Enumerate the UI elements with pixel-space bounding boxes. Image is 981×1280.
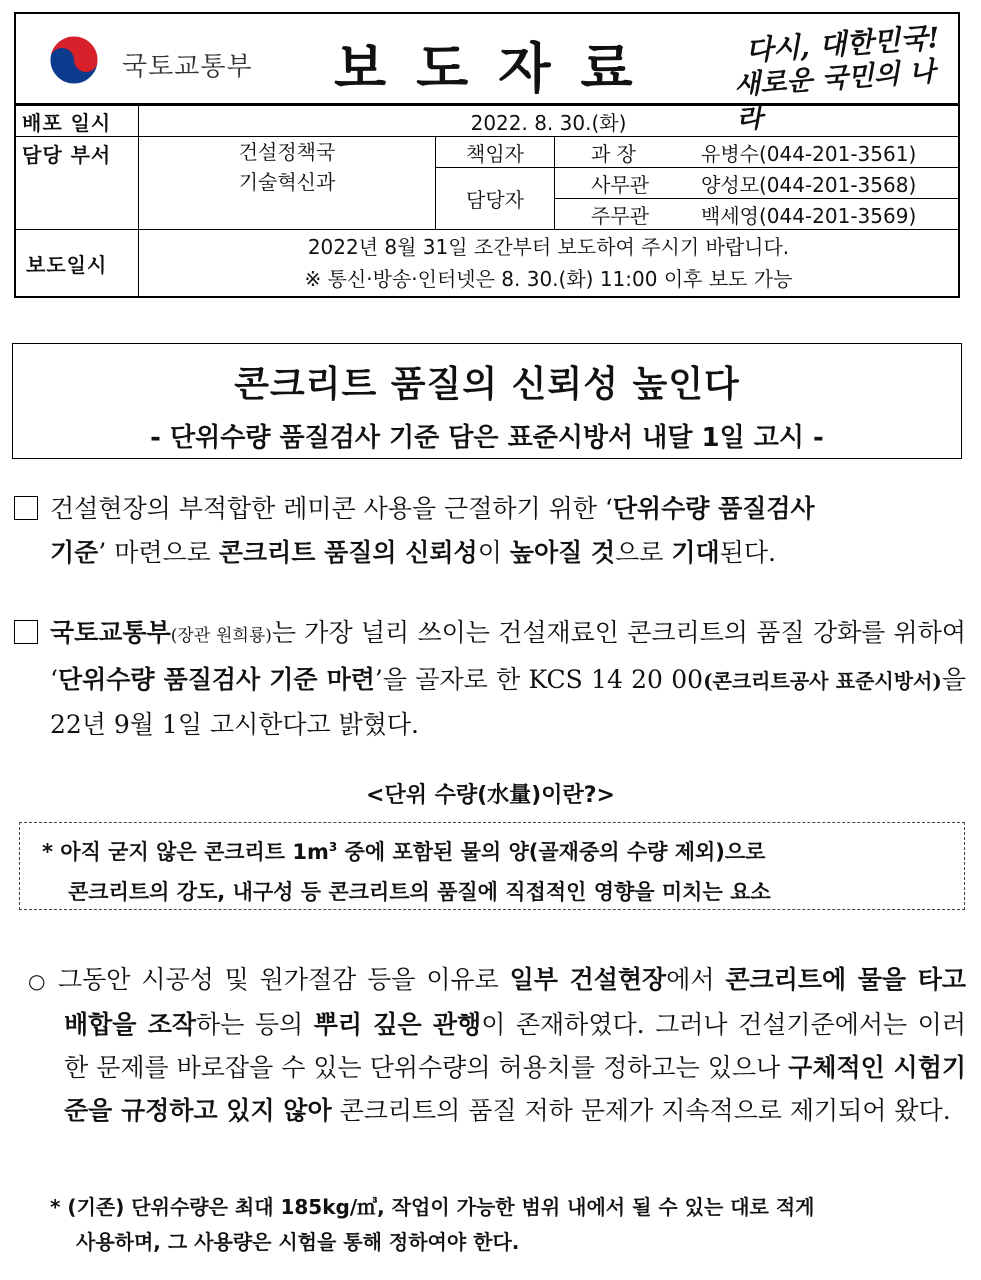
emphasis: 높아질 것 <box>509 538 616 567</box>
contact-row <box>555 168 960 199</box>
contact-position: 과 장 <box>591 141 636 166</box>
text: 이 존재하였다. 그러나 건설기준에서는 이러한 문제를 바로잡을 수 있는 단위수량의 허용치를 정하고는 있으나 <box>64 1010 966 1082</box>
text: 을 22년 9월 1일 고시한다고 밝혔다. <box>50 665 966 739</box>
text: 는 가장 널리 쓰이는 건설재료인 콘크리트의 품질 강화를 위하여 ‘ <box>50 618 966 694</box>
circle-bullet-icon: ○ <box>28 969 46 993</box>
embargo-line1: 2022년 8월 31일 조간부터 보도하여 주시기 바랍니다. <box>307 235 790 259</box>
release-info-table <box>14 104 960 298</box>
square-bullet-icon <box>14 620 38 644</box>
text: 에서 <box>666 965 726 994</box>
subheadline: - 단위수량 품질검사 기준 담은 표준시방서 내달 1일 고시 - <box>150 423 824 453</box>
embargo-line2: ※ 통신·방송·인터넷은 8. 30.(화) 11:00 이후 보도 가능 <box>304 267 793 291</box>
emphasis: 뿌리 깊은 관행 <box>313 1010 482 1039</box>
square-bullet-icon <box>14 496 38 520</box>
emphasis: 콘크리트 품질의 신뢰성 <box>218 538 478 567</box>
embargo-label: 보도일시 <box>15 230 139 298</box>
text: 하는 등의 <box>196 1010 314 1039</box>
contact-row <box>555 137 960 168</box>
contact-position: 사무관 <box>591 172 649 197</box>
ministry-name: 국토교통부 <box>122 52 253 82</box>
text: 된다. <box>719 538 776 567</box>
responsible-label: 책임자 <box>436 137 555 168</box>
emphasis: 기준 <box>50 538 99 567</box>
headline: 콘크리트 품질의 신뢰성 높인다 <box>234 364 740 405</box>
superscript: 3 <box>328 840 338 854</box>
emphasis: 일부 건설현장 <box>509 965 667 994</box>
slogan-line2: 새로운 국민의 나라 <box>733 56 937 136</box>
text: 이 <box>477 538 510 567</box>
definition-line1 <box>42 827 952 872</box>
contact-name: 유병수(044-201-3561) <box>701 141 917 166</box>
text: 중에 포함된 물의 양(골재중의 수량 제외)으로 <box>337 840 766 864</box>
text: * 아직 굳지 않은 콘크리트 1m <box>42 840 329 864</box>
department-line1: 건설정책국 <box>238 140 336 164</box>
paragraph-1 <box>14 487 966 575</box>
text: 으로 <box>615 538 672 567</box>
emphasis: (콘크리트공사 표준시방서) <box>703 669 942 693</box>
department-label: 담당 부서 <box>15 137 139 230</box>
definition-box <box>19 822 965 910</box>
slogan-line1: 다시, 대한민국! <box>744 20 941 68</box>
text: 건설현장의 부적합한 레미콘 사용을 근절하기 위한 ‘ <box>50 494 613 523</box>
text: ’ 마련으로 <box>98 538 219 567</box>
definition-title: <단위 수량(水量)이란?> <box>366 783 615 808</box>
embargo <box>139 230 960 298</box>
text: 그동안 시공성 및 원가절감 등을 이유로 <box>58 965 510 994</box>
release-date-label: 배포 일시 <box>15 105 139 137</box>
text: ’을 골자로 한 KCS 14 20 00 <box>374 665 704 694</box>
footnote <box>50 1190 962 1260</box>
contact-label: 담당자 <box>436 168 555 230</box>
emphasis: 기대 <box>671 538 720 567</box>
contact-name: 양성모(044-201-3568) <box>701 172 917 197</box>
headline-box <box>12 343 962 459</box>
contact-row <box>555 199 960 230</box>
emphasis: 단위수량 품질검사 기준 마련 <box>57 665 375 694</box>
contact-position: 주무관 <box>591 203 649 228</box>
text: 콘크리트의 품질 저하 문제가 지속적으로 제기되어 왔다. <box>331 1096 951 1125</box>
doc-type-title: 보도자료 <box>334 36 663 100</box>
definition-line2: 콘크리트의 강도, 내구성 등 콘크리트의 품질에 직접적인 영향을 미치는 요소 <box>68 880 771 904</box>
release-date: 2022. 8. 30.(화) <box>139 105 960 137</box>
department-line2: 기술혁신과 <box>238 170 336 194</box>
contact-name: 백세영(044-201-3569) <box>701 203 917 228</box>
footnote-line2: 사용하며, 그 사용량은 시험을 통해 정하여야 한다. <box>76 1230 520 1254</box>
government-logo-icon <box>42 32 106 88</box>
emphasis: 국토교통부 <box>50 618 171 647</box>
footnote-line1: * (기존) 단위수량은 최대 185kg/㎥, 작업이 가능한 범위 내에서 될 수 있는 대로 적게 <box>50 1195 815 1219</box>
emphasis: 콘크리트에 물을 타고 배합을 조작 <box>64 965 967 1039</box>
emphasis: 단위수량 품질검사 <box>612 494 815 523</box>
department <box>139 137 436 230</box>
text-small: (장관 원희룡) <box>170 626 272 646</box>
paragraph-2 <box>14 611 966 747</box>
emphasis: 구체적인 시험기준을 규정하고 있지 않아 <box>64 1053 966 1125</box>
paragraph-3 <box>28 958 966 1132</box>
